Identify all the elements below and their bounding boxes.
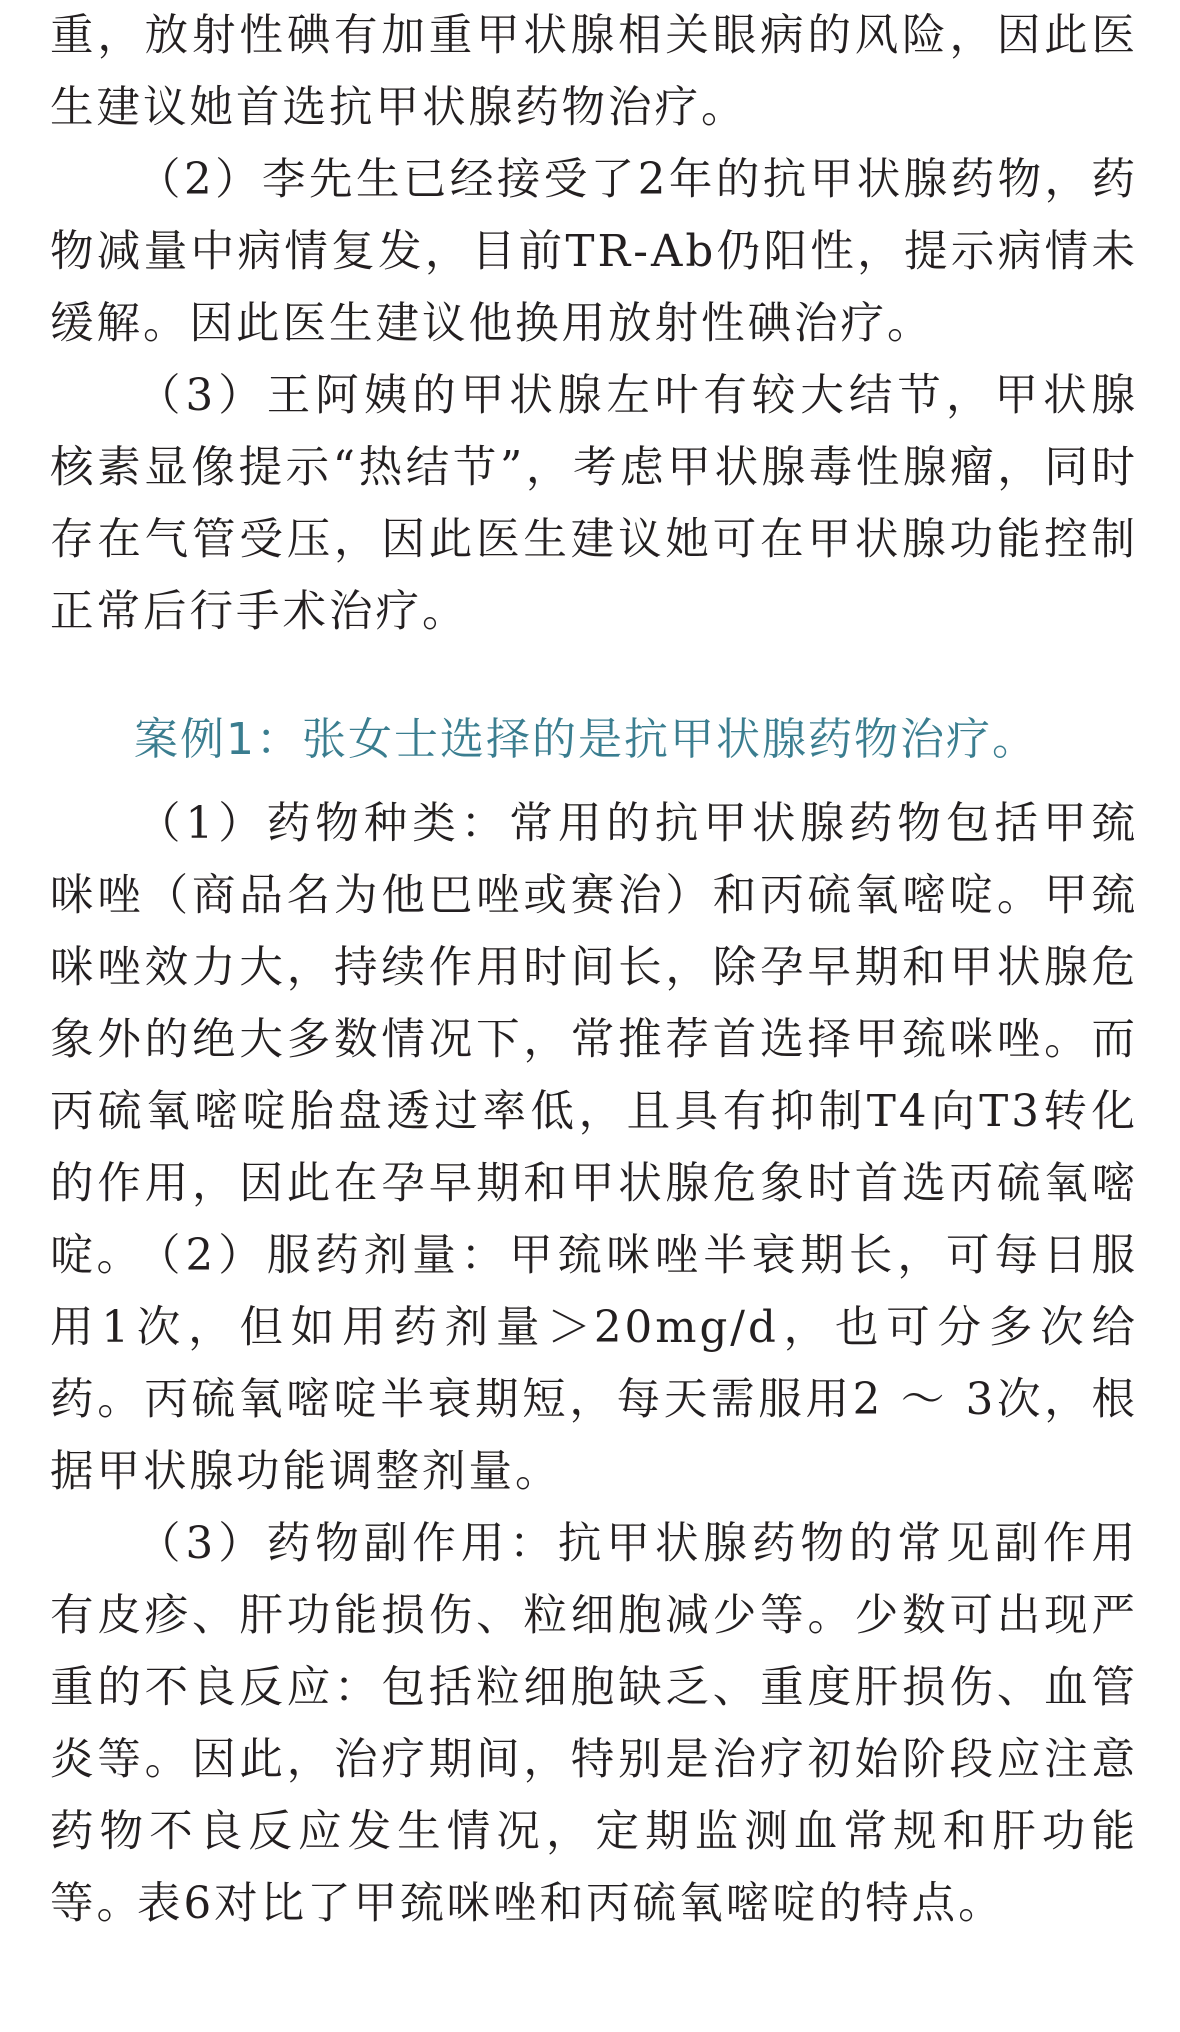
side-effects-paragraph: （3）药物副作用：抗甲状腺药物的常见副作用有皮疹、肝功能损伤、粒细胞减少等。少数可出现严重的不良反应：包括粒细胞缺乏、重度肝损伤、血管炎等。因此，治疗期间，特别是治疗初始阶段应注意药物不良反应发生情况，定期监测血常规和肝功能等。 — [50, 1519, 1138, 1929]
drug-types-paragraph: （1）药物种类：常用的抗甲状腺药物包括甲巯咪唑（商品名为他巴唑或赛治）和丙硫氧嘧啶。甲巯咪唑效力大，持续作用时间长，除孕早期和甲状腺危象外的绝大多数情况下，常推荐首选择甲巯咪唑。而丙硫氧嘧啶胎盘透过率低，且具有抑制T4向T3转化的作用，因此在孕早期和甲状腺危象时首选丙硫氧嘧啶。 — [50, 799, 1138, 1281]
table-reference-paragraph: 表6对比了甲巯咪唑和丙硫氧嘧啶的特点。 — [137, 1879, 1005, 1929]
dosage-paragraph: （2）服药剂量：甲巯咪唑半衰期长，可每日服用1次，但如用药剂量＞20mg/d，也可分多次给药。丙硫氧嘧啶半衰期短，每天需服用2 ～ 3次，根据甲状腺功能调整剂量。 — [50, 1231, 1138, 1497]
intro-paragraph: 重，放射性碘有加重甲状腺相关眼病的风险，因此医生建议她首选抗甲状腺药物治疗。 — [50, 11, 1138, 133]
section-heading: 案例1：张女士选择的是抗甲状腺药物治疗。 — [134, 714, 1038, 765]
recommendation-paragraph-2: （2）李先生已经接受了2年的抗甲状腺药物，药物减量中病情复发，目前TR-Ab仍阳性，提示病情未缓解。因此医生建议他换用放射性碘治疗。 — [50, 155, 1138, 349]
recommendation-paragraph-3: （3）王阿姨的甲状腺左叶有较大结节，甲状腺核素显像提示“热结节”，考虑甲状腺毒性腺瘤，同时存在气管受压，因此医生建议她可在甲状腺功能控制正常后行手术治疗。 — [50, 371, 1138, 637]
